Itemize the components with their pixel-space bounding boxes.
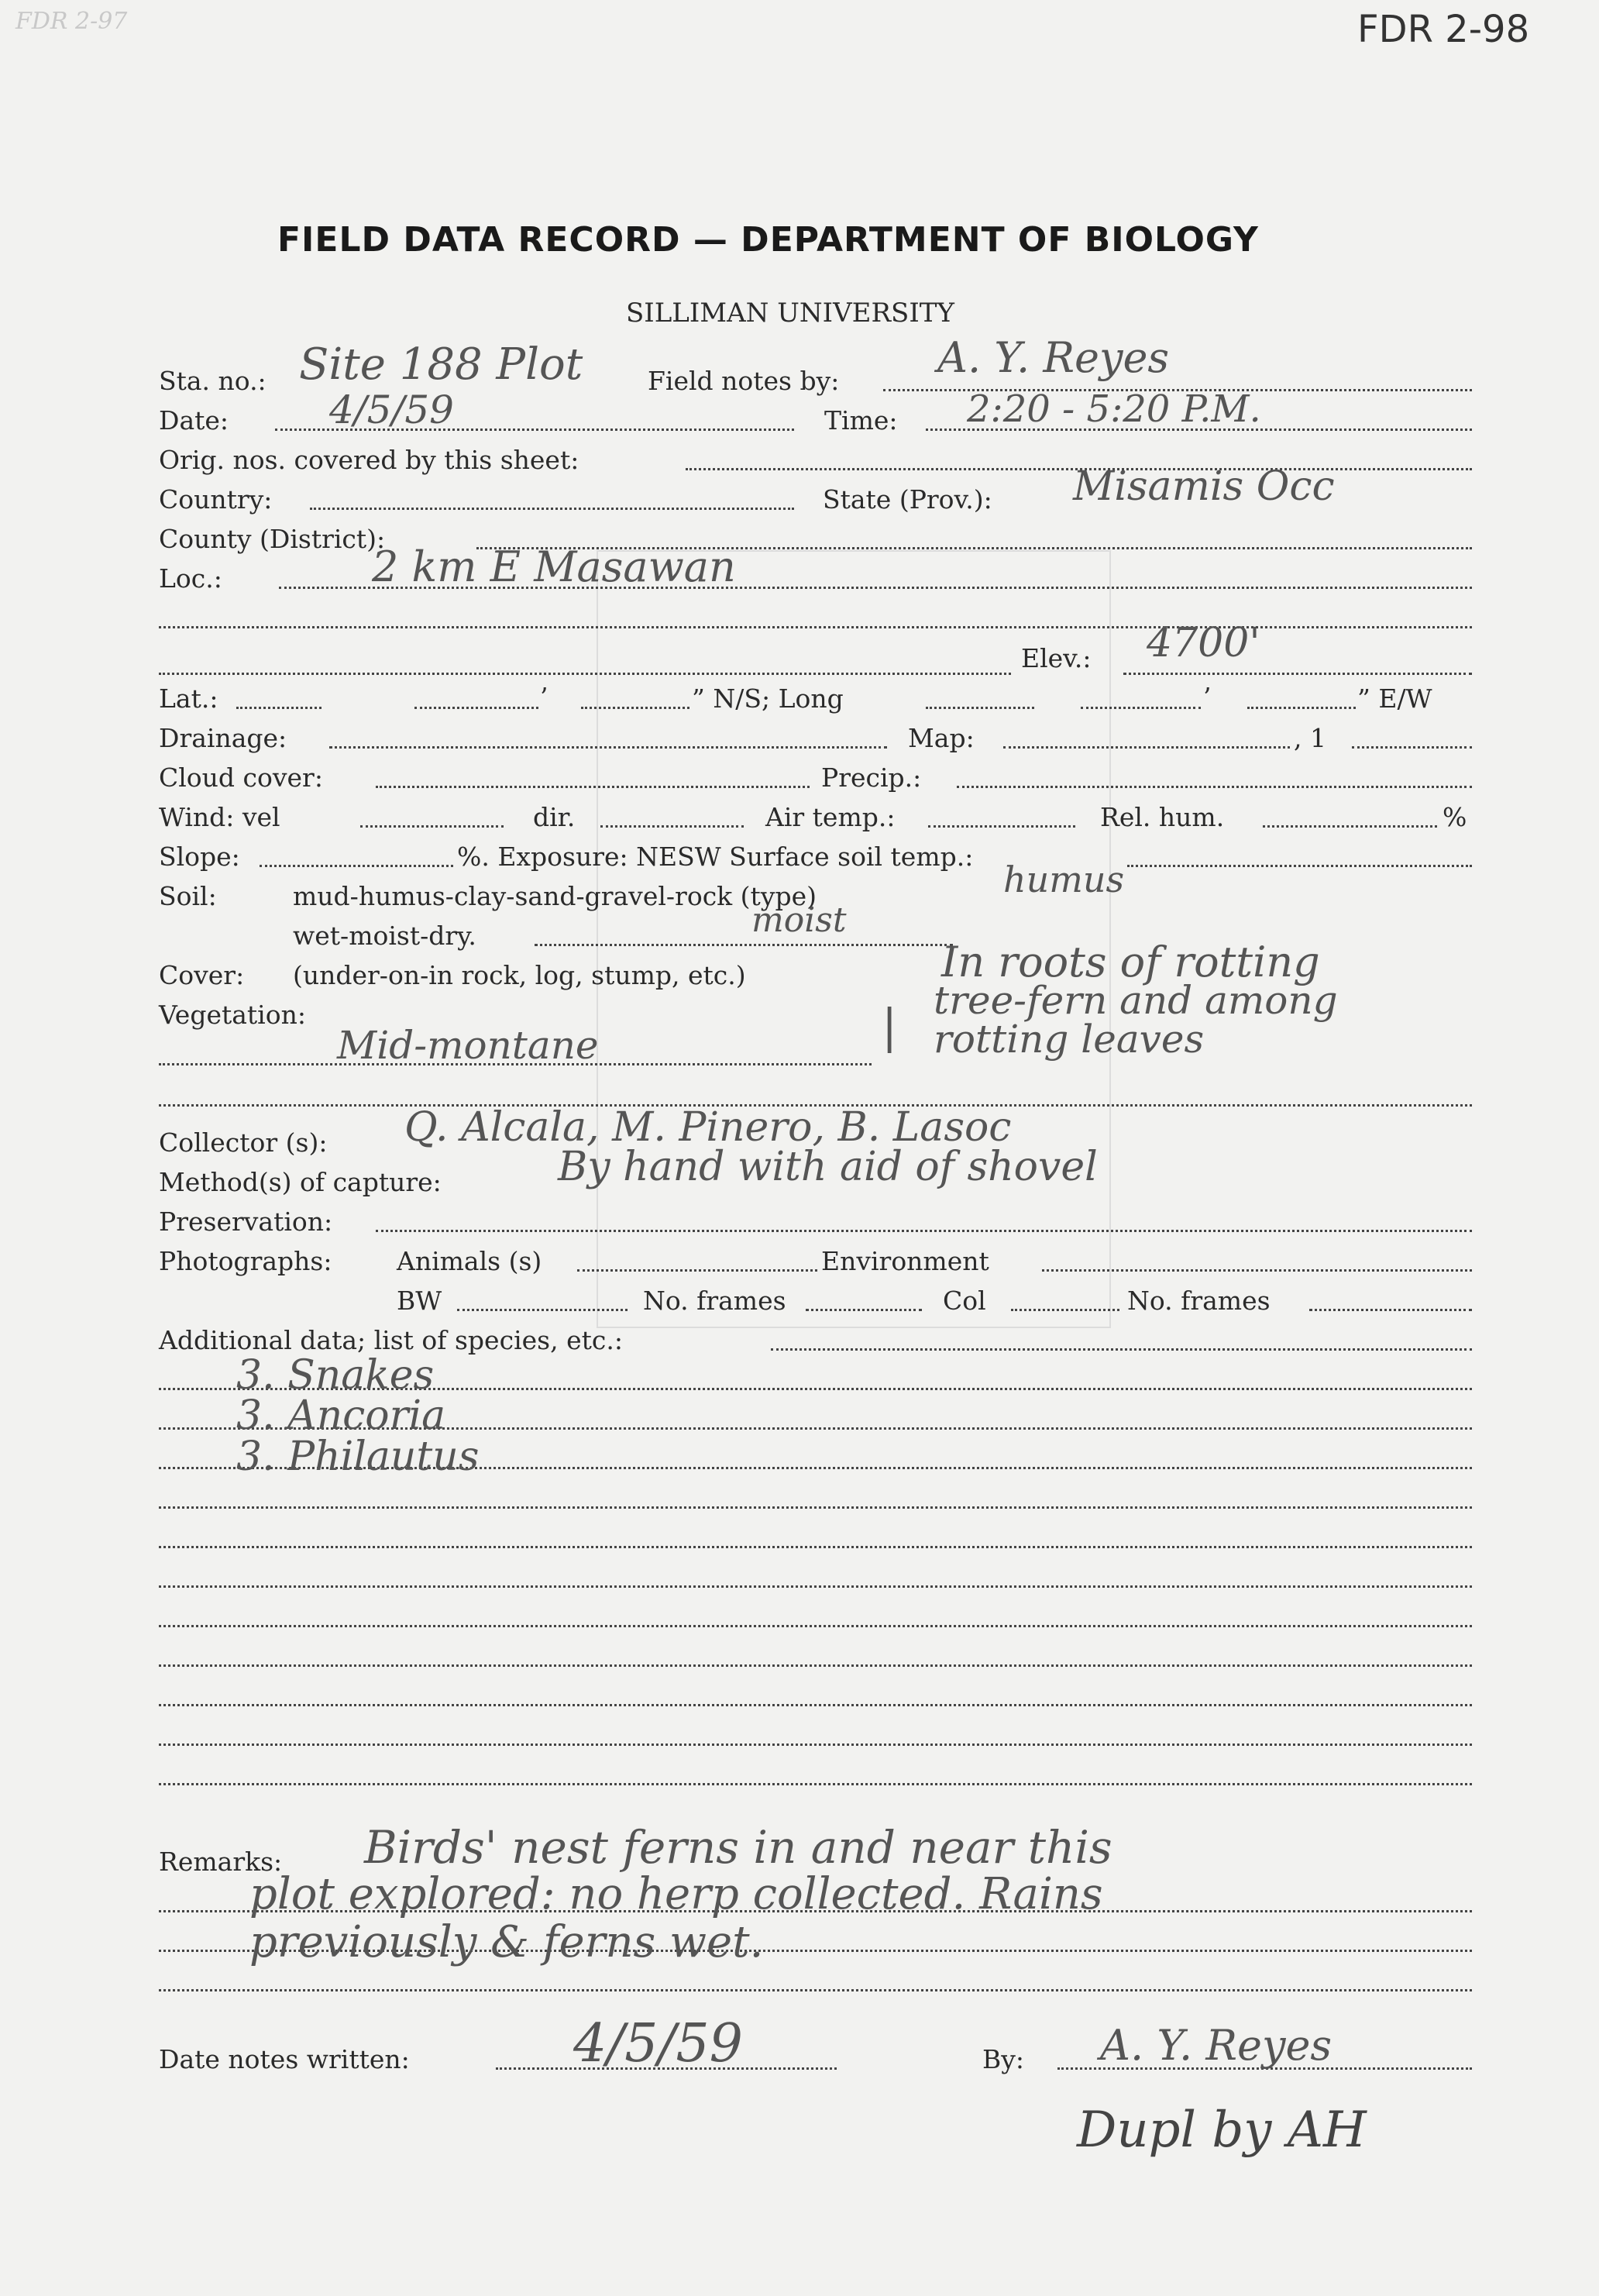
- elev-dots-left: [159, 673, 1011, 675]
- map-dots-2: [1352, 746, 1472, 749]
- soil-type-value: humus: [1003, 859, 1125, 900]
- additional-dots-7: [159, 1625, 1472, 1627]
- moisture-value: moist: [751, 900, 847, 940]
- environment-label: Environment: [821, 1246, 989, 1276]
- cover-brace: |: [882, 1000, 898, 1054]
- cover-hint: (under-on-in rock, log, stump, etc.): [293, 960, 746, 990]
- duplicate-note: Dupl by AH: [1077, 2102, 1367, 2159]
- additional-dots-10: [159, 1744, 1472, 1746]
- additional-dots-6: [159, 1585, 1472, 1588]
- preservation-dots: [376, 1230, 1472, 1232]
- vegetation-value: Mid-montane: [337, 1023, 599, 1068]
- elev-value: 4700': [1147, 620, 1260, 666]
- corner-reference-number: FDR 2-98: [1357, 8, 1530, 51]
- moisture-label: wet-moist-dry.: [293, 921, 476, 951]
- soil-types-label: mud-humus-clay-sand-gravel-rock (type): [293, 881, 817, 911]
- rel-hum-dots: [1263, 825, 1437, 828]
- photographs-label: Photographs:: [159, 1246, 332, 1276]
- col-label: Col: [943, 1286, 986, 1316]
- state-value: Misamis Occ: [1073, 463, 1335, 510]
- field-notes-by-label: Field notes by:: [648, 366, 840, 396]
- lat-label: Lat.:: [159, 683, 218, 714]
- loc-dots-2: [159, 626, 1472, 628]
- orig-nos-label: Orig. nos. covered by this sheet:: [159, 445, 579, 475]
- species-item: 3. Ancoria: [236, 1392, 446, 1439]
- no-frames-label-1: No. frames: [643, 1286, 786, 1316]
- country-label: Country:: [159, 484, 273, 515]
- date-label: Date:: [159, 405, 229, 435]
- precip-dots: [957, 786, 1472, 788]
- date-written-value: 4/5/59: [573, 2013, 743, 2074]
- cover-label: Cover:: [159, 960, 245, 990]
- additional-dots-8: [159, 1664, 1472, 1667]
- slope-label: Slope:: [159, 842, 240, 872]
- lat-deg-dots: [236, 707, 322, 709]
- rel-hum-pct: %: [1443, 802, 1467, 832]
- long-min-dots: [1081, 707, 1201, 709]
- additional-label: Additional data; list of species, etc.:: [159, 1325, 623, 1355]
- wind-vel-dots: [360, 825, 504, 828]
- no-frames-dots-1: [806, 1309, 922, 1311]
- bw-dots: [457, 1309, 628, 1311]
- time-label: Time:: [824, 405, 898, 435]
- field-notes-by-value: A. Y. Reyes: [937, 333, 1170, 382]
- map-label: Map:: [908, 723, 975, 753]
- form-title: FIELD DATA RECORD — DEPARTMENT OF BIOLOGY: [277, 220, 1259, 260]
- remarks-line-1: Birds' nest ferns in and near this: [364, 1821, 1112, 1874]
- sta-no-value: Site 188 Plot: [299, 339, 583, 390]
- slope-dots: [260, 865, 453, 867]
- drainage-label: Drainage:: [159, 723, 287, 753]
- country-dots: [310, 508, 794, 510]
- date-value: 4/5/59: [329, 387, 454, 432]
- time-value: 2:20 - 5:20 P.M.: [967, 387, 1261, 431]
- map-dots: [1003, 746, 1290, 749]
- cover-value-2: tree-fern and among: [934, 978, 1338, 1023]
- animals-label: Animals (s): [397, 1246, 542, 1276]
- ew-label: ” E/W: [1357, 683, 1432, 714]
- air-temp-label: Air temp.:: [765, 802, 896, 832]
- soil-temp-dots: [1127, 865, 1472, 867]
- wind-label: Wind: vel: [159, 802, 280, 832]
- soil-label: Soil:: [159, 881, 217, 911]
- dir-dots: [600, 825, 744, 828]
- cloud-label: Cloud cover:: [159, 762, 323, 793]
- drainage-dots: [329, 746, 887, 749]
- lat-ns-label: ” N/S; Long: [692, 683, 844, 714]
- additional-dots-5: [159, 1546, 1472, 1548]
- environment-dots: [1042, 1269, 1472, 1272]
- long-deg-dots: [926, 707, 1034, 709]
- remarks-label: Remarks:: [159, 1847, 283, 1877]
- rel-hum-label: Rel. hum.: [1100, 802, 1225, 832]
- bw-label: BW: [397, 1286, 442, 1316]
- sta-no-label: Sta. no.:: [159, 366, 266, 396]
- additional-dots-11: [159, 1783, 1472, 1785]
- dir-label: dir.: [533, 802, 576, 832]
- lat-min-mark: ’: [540, 682, 548, 712]
- corner-mark-left: FDR 2-97: [15, 8, 128, 35]
- slope-pct-label: %. Exposure: NESW Surface soil temp.:: [457, 842, 974, 872]
- method-label: Method(s) of capture:: [159, 1167, 442, 1197]
- method-value: By hand with aid of shovel: [558, 1144, 1098, 1190]
- county-label: County (District):: [159, 524, 386, 554]
- collectors-value: Q. Alcala, M. Pinero, B. Lasoc: [404, 1104, 1012, 1151]
- lat-sec-dots: [581, 707, 689, 709]
- remarks-dots-3: [159, 1989, 1472, 1991]
- col-dots: [1011, 1309, 1119, 1311]
- collectors-label: Collector (s):: [159, 1127, 328, 1158]
- cover-value-1: In roots of rotting: [941, 938, 1320, 986]
- elev-dots: [1123, 673, 1472, 675]
- preservation-label: Preservation:: [159, 1207, 333, 1237]
- date-written-label: Date notes written:: [159, 2044, 410, 2074]
- cloud-dots: [376, 786, 810, 788]
- loc-label: Loc.:: [159, 563, 222, 594]
- remarks-line-3: previously & ferns wet.: [249, 1917, 764, 1967]
- cover-value-3: rotting leaves: [934, 1017, 1205, 1062]
- additional-dots-0: [771, 1348, 1472, 1351]
- long-min-mark: ’: [1203, 682, 1212, 712]
- air-temp-dots: [928, 825, 1075, 828]
- loc-value: 2 km E Masawan: [372, 542, 736, 591]
- map-one: , 1: [1294, 723, 1326, 753]
- remarks-line-2: plot explored: no herp collected. Rains: [249, 1869, 1103, 1919]
- species-item: 3. Philautus: [236, 1434, 480, 1480]
- precip-label: Precip.:: [821, 762, 922, 793]
- additional-dots-4: [159, 1506, 1472, 1509]
- additional-dots-9: [159, 1704, 1472, 1706]
- lat-min-dots: [414, 707, 538, 709]
- no-frames-label-2: No. frames: [1127, 1286, 1271, 1316]
- by-value: A. Y. Reyes: [1100, 2021, 1332, 2070]
- university-name: SILLIMAN UNIVERSITY: [626, 298, 954, 329]
- state-label: State (Prov.):: [823, 484, 992, 515]
- long-sec-dots: [1247, 707, 1356, 709]
- vegetation-label: Vegetation:: [159, 1000, 306, 1030]
- moisture-dots: [535, 944, 953, 946]
- animals-dots: [577, 1269, 817, 1272]
- no-frames-dots-2: [1309, 1309, 1472, 1311]
- species-item: 3. Snakes: [236, 1352, 435, 1399]
- by-label: By:: [982, 2044, 1025, 2074]
- elev-label: Elev.:: [1021, 643, 1092, 673]
